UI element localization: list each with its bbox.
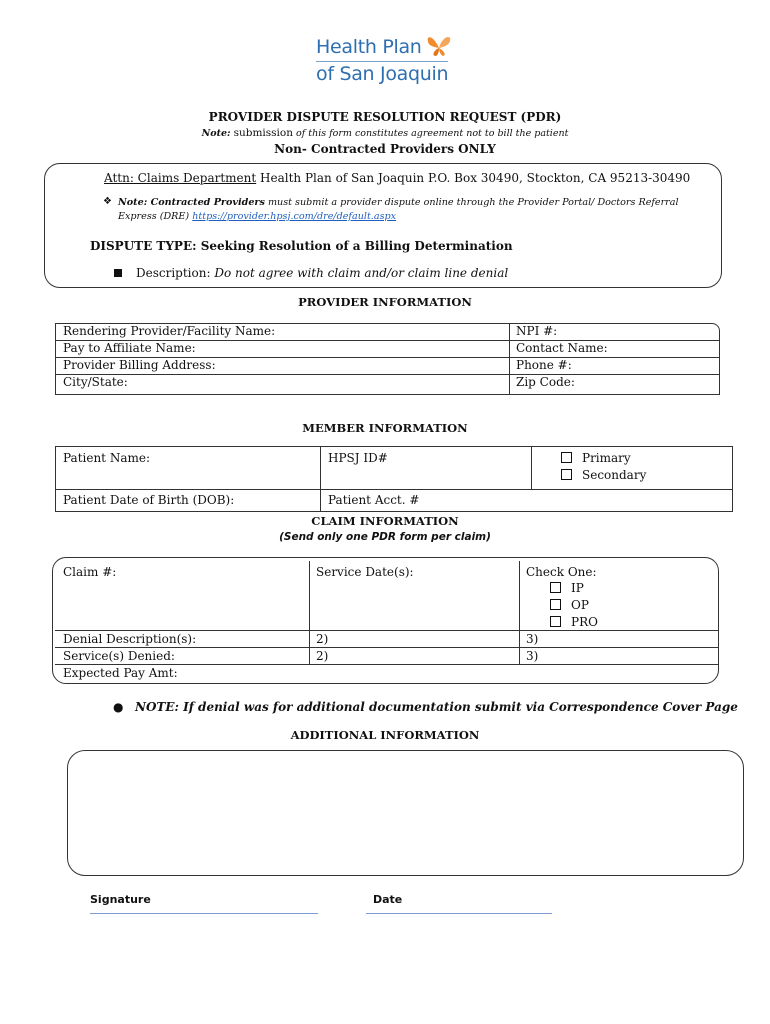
provider-phone-field[interactable]: Phone #: [516, 358, 572, 372]
provider-field-3[interactable]: City/State: [63, 375, 128, 389]
dispute-type: DISPUTE TYPE: Seeking Resolution of a Billing Determination [90, 239, 513, 253]
provider-column-divider [509, 323, 510, 395]
contracted-note-bold: Note: Contracted Providers [118, 197, 265, 208]
op-label: OP [571, 598, 589, 612]
provider-field-2[interactable]: Provider Billing Address: [63, 358, 216, 372]
services-denied-3[interactable]: 3) [526, 649, 539, 663]
denial-description-field[interactable]: Denial Description(s): [63, 632, 197, 646]
description-value: Do not agree with claim and/or claim line denial [214, 266, 509, 280]
provider-npi-field[interactable]: NPI #: [516, 324, 558, 338]
services-denied-field[interactable]: Service(s) Denied: [63, 649, 175, 663]
patient-dob-field[interactable]: Patient Date of Birth (DOB): [63, 493, 235, 507]
provider-field-0[interactable]: Rendering Provider/Facility Name: [63, 324, 276, 338]
agreement-note-rest: of this form constitutes agreement not to bill the patient [296, 128, 569, 139]
pro-checkbox[interactable] [550, 616, 561, 627]
op-option[interactable] [550, 597, 589, 614]
additional-info-textarea[interactable] [67, 750, 744, 876]
denial-description-3[interactable]: 3) [526, 632, 539, 646]
member-row-divider [55, 489, 733, 490]
agreement-note-big: submission [233, 127, 293, 139]
denial-note: NOTE: If denial was for additional documentation submit via Correspondence Cover Page [135, 700, 738, 714]
diamond-bullet-icon: ❖ [103, 196, 112, 207]
additional-info-heading: ADDITIONAL INFORMATION [290, 728, 480, 742]
claim-info-heading: CLAIM INFORMATION [311, 514, 459, 528]
expected-pay-field[interactable]: Expected Pay Amt: [63, 666, 178, 680]
op-checkbox[interactable] [550, 599, 561, 610]
secondary-label: Secondary [582, 468, 647, 482]
round-bullet-icon: ● [113, 700, 124, 714]
contracted-provider-note [118, 196, 688, 224]
provider-zip-field[interactable]: Zip Code: [516, 375, 575, 389]
pro-label: PRO [571, 615, 598, 629]
attn-line [104, 171, 690, 185]
square-bullet-icon [114, 269, 122, 277]
dre-link[interactable]: https://provider.hpsj.com/dre/default.aspx [192, 211, 397, 222]
ip-option[interactable] [550, 580, 584, 597]
claim-column-divider [309, 561, 310, 664]
claim-info-subheading: (Send only one PDR form per claim) [279, 531, 491, 543]
description-line [136, 266, 508, 280]
provider-field-1[interactable]: Pay to Affiliate Name: [63, 341, 196, 355]
provider-info-heading: PROVIDER INFORMATION [298, 295, 472, 309]
attn-label: Attn: Claims Department [104, 171, 257, 185]
patient-name-field[interactable]: Patient Name: [63, 451, 150, 465]
signature-label: Signature [90, 893, 151, 906]
form-subtitle: Non- Contracted Providers ONLY [274, 142, 496, 156]
signature-line[interactable] [90, 913, 318, 914]
attn-address: Health Plan of San Joaquin P.O. Box 30490, Stockton, CA 95213-30490 [260, 171, 691, 185]
logo-text-line1: Health Plan [316, 36, 422, 58]
denial-description-2[interactable]: 2) [316, 632, 329, 646]
contracted-note-text: must submit a provider dispute online through the Provider Portal/ Doctors Referral Express (DRE) [118, 197, 679, 222]
provider-row-divider [55, 374, 720, 375]
secondary-checkbox[interactable] [561, 469, 572, 480]
check-one-label: Check One: [526, 565, 597, 579]
secondary-option[interactable] [561, 467, 646, 484]
patient-acct-field[interactable]: Patient Acct. # [328, 493, 420, 507]
logo-divider [316, 61, 448, 62]
primary-checkbox[interactable] [561, 452, 572, 463]
services-denied-2[interactable]: 2) [316, 649, 329, 663]
description-label: Description: [136, 266, 211, 280]
member-column-divider [531, 446, 532, 489]
form-title: PROVIDER DISPUTE RESOLUTION REQUEST (PDR) [208, 110, 562, 124]
primary-label: Primary [582, 451, 631, 465]
date-label: Date [373, 893, 403, 906]
pro-option[interactable] [550, 614, 598, 631]
claim-column-divider [519, 561, 520, 664]
member-column-divider [320, 446, 321, 512]
ip-label: IP [571, 581, 584, 595]
claim-number-field[interactable]: Claim #: [63, 565, 117, 579]
logo-text-line2: of San Joaquin [316, 63, 449, 85]
agreement-note-prefix: Note: [201, 128, 231, 139]
agreement-note [0, 127, 770, 139]
hpsj-logo [316, 36, 466, 92]
butterfly-icon [424, 32, 454, 60]
member-info-heading: MEMBER INFORMATION [302, 421, 468, 435]
date-line[interactable] [366, 913, 552, 914]
ip-checkbox[interactable] [550, 582, 561, 593]
service-date-field[interactable]: Service Date(s): [316, 565, 414, 579]
primary-option[interactable] [561, 450, 631, 467]
hpsj-id-field[interactable]: HPSJ ID# [328, 451, 388, 465]
provider-contact-field[interactable]: Contact Name: [516, 341, 608, 355]
